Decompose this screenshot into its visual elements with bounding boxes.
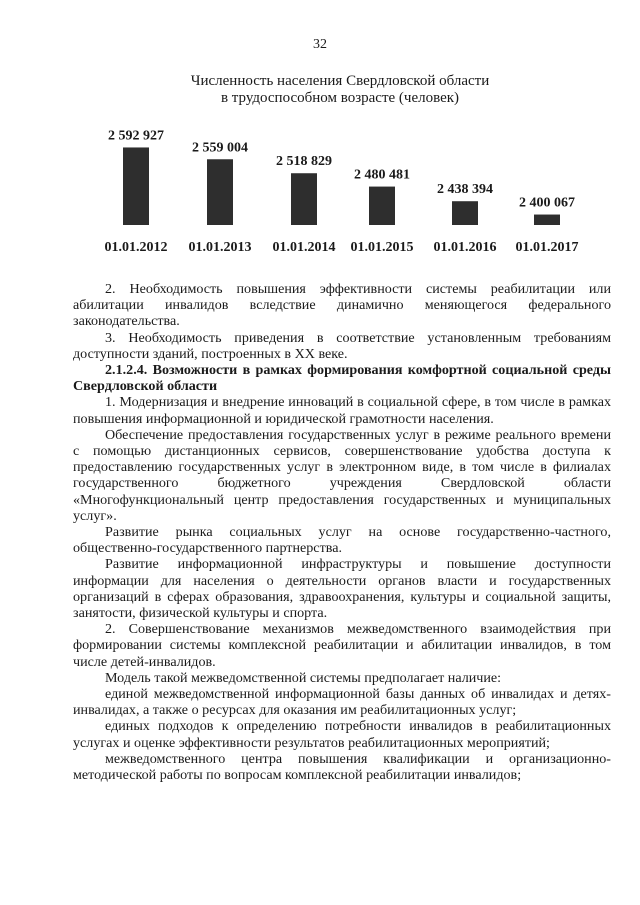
paragraph: Модель такой межведомственной системы предполагает наличие: [105,669,502,686]
category-label: 01.01.2014 [272,240,336,255]
bar-01.01.2014 [291,173,317,225]
bar-01.01.2015 [369,187,395,225]
bar-01.01.2013 [207,159,233,225]
bar-01.01.2012 [123,147,149,225]
paragraph: единой межведомственной информационной базы данных об инвалидах и детях-инвалидах, а также о ресурсах для оказания им реабилитационных услуг; [73,686,611,719]
bar-value-label: 2 400 067 [519,195,575,211]
category-label: 01.01.2016 [433,240,497,255]
chart-title: Численность населения Свердловской области [190,73,490,89]
bar-value-label: 2 438 394 [437,182,493,198]
category-label: 01.01.2013 [188,240,252,255]
bar-value-label: 2 480 481 [354,167,410,183]
paragraph: Обеспечение предоставления государственных услуг в режиме реального времени с помощью дистанционных сервисов, совершенствование удобства доступа к предоставлению государственных услуг в электронном виде, в том числе в филиалах государственного бюджетного учреждения Свердловской области «Многофункциональный центр предоставления государственных и муниципальных услуг». [73,426,611,524]
category-label: 01.01.2017 [515,240,579,255]
bar-01.01.2016 [452,201,478,225]
paragraph: 2. Необходимость повышения эффективности системы реабилитации или абилитации инвалидов вследствие динамично меняющегося федерального законодательства. [73,281,611,330]
category-label: 01.01.2012 [104,240,168,255]
bar-01.01.2017 [534,215,560,225]
bar-value-label: 2 592 927 [108,128,164,144]
paragraph: 2. Совершенствование механизмов межведомственного взаимодействия при формировании системы комплексной реабилитации и абилитации инвалидов, в том числе детей-инвалидов. [73,621,611,670]
paragraph: межведомственного центра повышения квалификации и организационно-методической работы по вопросам комплексной реабилитации инвалидов; [73,750,611,784]
paragraph: 1. Модернизация и внедрение инноваций в социальной сфере, в том числе в рамках повышения информационной и юридической грамотности населения. [73,394,611,427]
page-number: 32 [313,37,327,52]
chart-title-block [100,73,580,107]
category-label: 01.01.2015 [350,240,414,255]
chart-subtitle: в трудоспособном возрасте (человек) [220,90,460,106]
paragraph: единых подходов к определению потребности инвалидов в реабилитационных услугах и оценке эффективности результатов реабилитационных мероприятий; [73,718,611,751]
bar-value-label: 2 518 829 [276,154,332,170]
document-body [73,281,611,783]
paragraph: 3. Необходимость приведения в соответствие установленным требованиям доступности зданий, построенных в XX веке. [73,329,611,362]
paragraph: Развитие рынка социальных услуг на основе государственно-частного, общественно-государственного партнерства. [73,524,611,557]
bar-value-label: 2 559 004 [192,140,248,156]
paragraph: Развитие информационной инфраструктуры и повышение доступности информации для населения о деятельности органов власти и государственных организаций в сферах образования, здравоохранения, культуры и социальной защиты, занятости, физической культуры и спорта. [73,556,611,622]
section-heading: 2.1.2.4. Возможности в рамках формирования комфортной социальной среды Свердловской области [73,362,611,395]
population-bar-chart [0,120,640,255]
